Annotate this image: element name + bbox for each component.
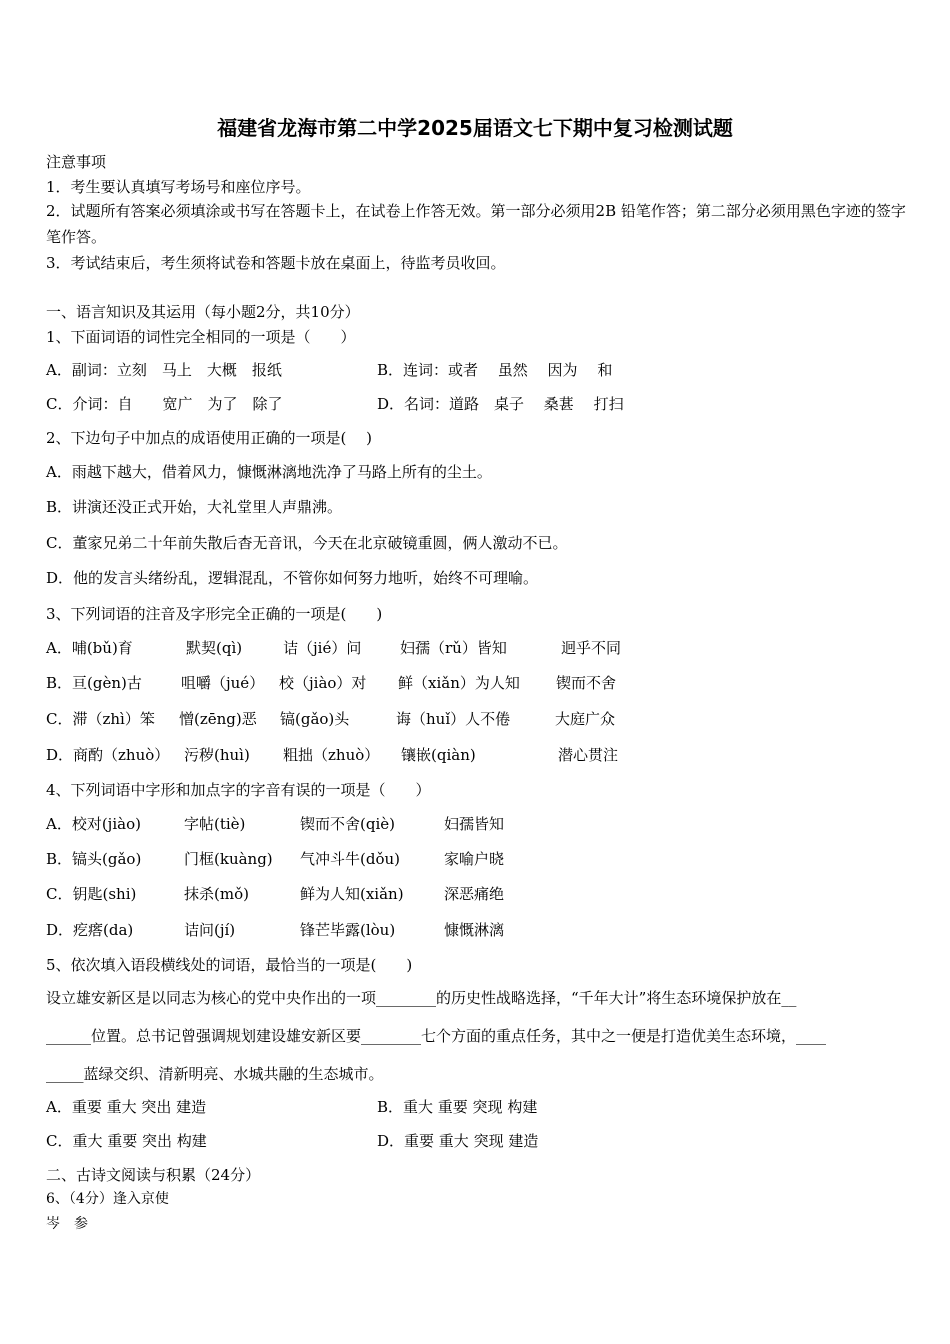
q1-option-c: C．介词：自 宽广 为了 除了 [46, 395, 283, 413]
q4-c-2: 抹杀(mǒ) [184, 885, 249, 903]
q3-stem: 3、下列词语的注音及字形完全正确的一项是( ) [46, 605, 383, 623]
q3-d-3: 粗拙（zhuò） [283, 746, 380, 764]
q2-option-d: D．他的发言头绪纷乱，逻辑混乱，不管你如何努力地听，始终不可理喻。 [46, 569, 539, 587]
q5-option-c: C．重大 重要 突出 构建 [46, 1132, 207, 1150]
notice-item-2: 2．试题所有答案必须填涂或书写在答题卡上，在试卷上作答无效。第一部分必须用2B 铅笔作答；第二部分必须用黑色字迹的签字笔作答。 [46, 202, 906, 246]
q4-b-4: 家喻户晓 [444, 850, 505, 868]
q5-passage-line-3: _____蓝绿交织、清新明亮、水城共融的生态城市。 [46, 1065, 384, 1083]
q6-author: 岑 参 [46, 1216, 88, 1232]
q3-a-1: A．哺(bǔ)育 [46, 639, 133, 657]
q3-c-4: 诲（huǐ）人不倦 [396, 710, 511, 728]
q2-option-a: A．雨越下越大，借着风力，慷慨淋漓地洗净了马路上所有的尘土。 [46, 463, 492, 481]
q3-c-2: 憎(zēng)恶 [179, 710, 257, 728]
q3-b-3: 校（jiào）对 [279, 674, 367, 692]
q4-d-2: 诘问(jí) [184, 921, 236, 939]
q2-stem: 2、下边句子中加点的成语使用正确的一项是( ) [46, 429, 373, 447]
q1-stem: 1、下面词语的词性完全相同的一项是（ ） [46, 328, 356, 346]
q3-d-5: 潜心贯注 [558, 746, 619, 764]
q3-c-5: 大庭广众 [555, 710, 616, 728]
q3-a-3: 诘（jié）问 [283, 639, 362, 657]
q1-option-b: B．连词：或者 虽然 因为 和 [377, 361, 613, 379]
q4-a-4: 妇孺皆知 [444, 815, 505, 833]
section-1-heading: 一、语言知识及其运用（每小题2分，共10分） [46, 303, 360, 321]
q5-stem: 5、依次填入语段横线处的词语，最恰当的一项是( ) [46, 956, 413, 974]
q4-d-1: D．疙瘩(da) [46, 921, 134, 939]
q3-b-1: B．亘(gèn)古 [46, 674, 142, 692]
page-title: 福建省龙海市第二中学2025届语文七下期中复习检测试题 [217, 116, 733, 140]
q3-c-3: 镐(gǎo)头 [280, 710, 350, 728]
q4-a-1: A．校对(jiào) [46, 815, 141, 833]
q3-b-2: 咀嚼（jué） [181, 674, 265, 692]
q3-d-1: D．商酌（zhuò） [46, 746, 170, 764]
q3-a-5: 迥乎不同 [561, 639, 622, 657]
q4-b-1: B．镐头(gǎo) [46, 850, 142, 868]
q4-b-3: 气冲斗牛(dǒu) [300, 850, 400, 868]
q1-option-a: A．副词：立刻 马上 大概 报纸 [46, 361, 282, 379]
q2-option-b: B．讲演还没正式开始，大礼堂里人声鼎沸。 [46, 498, 343, 516]
q5-option-b: B．重大 重要 突现 构建 [377, 1098, 538, 1116]
q4-c-4: 深恶痛绝 [444, 885, 505, 903]
q3-d-2: 污秽(huì) [184, 746, 250, 764]
q6-stem: 6、（4分）逢入京使 [46, 1191, 169, 1207]
notice-item-1: 1．考生要认真填写考场号和座位序号。 [46, 178, 311, 196]
q5-passage-line-2: ______位置。总书记曾强调规划建设雄安新区要________七个方面的重点任务，其中之一便是打造优美生态环境，____ [46, 1027, 827, 1045]
q5-option-d: D．重要 重大 突现 建造 [377, 1132, 539, 1150]
q4-stem: 4、下列词语中字形和加点字的字音有误的一项是（ ） [46, 781, 431, 799]
section-2-heading: 二、古诗文阅读与积累（24分） [46, 1166, 261, 1184]
q3-a-2: 默契(qì) [186, 639, 243, 657]
q3-b-5: 锲而不舍 [556, 674, 617, 692]
q2-option-c: C．董家兄弟二十年前失散后杳无音讯，今天在北京破镜重圆，俩人激动不已。 [46, 534, 568, 552]
q5-passage-line-1: 设立雄安新区是以同志为核心的党中央作出的一项________的历史性战略选择，“千年大计”将生态环境保护放在__ [46, 989, 797, 1007]
q4-d-3: 锋芒毕露(lòu) [300, 921, 396, 939]
q3-a-4: 妇孺（rǔ）皆知 [400, 639, 507, 657]
q3-b-4: 鲜（xiǎn）为人知 [398, 674, 520, 692]
q3-d-4: 镶嵌(qiàn) [401, 746, 476, 764]
q4-a-3: 锲而不舍(qiè) [300, 815, 395, 833]
q1-option-d: D．名词：道路 桌子 桑葚 打扫 [377, 395, 624, 413]
q3-c-1: C．滞（zhì）笨 [46, 710, 155, 728]
q5-option-a: A．重要 重大 突出 建造 [46, 1098, 207, 1116]
notice-item-3: 3．考试结束后，考生须将试卷和答题卡放在桌面上，待监考员收回。 [46, 254, 506, 272]
q4-d-4: 慷慨淋漓 [444, 921, 505, 939]
q4-a-2: 字帖(tiè) [184, 815, 246, 833]
q4-c-3: 鲜为人知(xiǎn) [300, 885, 404, 903]
q4-b-2: 门框(kuàng) [184, 850, 273, 868]
notice-heading: 注意事项 [46, 153, 107, 171]
q4-c-1: C．钥匙(shi) [46, 885, 137, 903]
